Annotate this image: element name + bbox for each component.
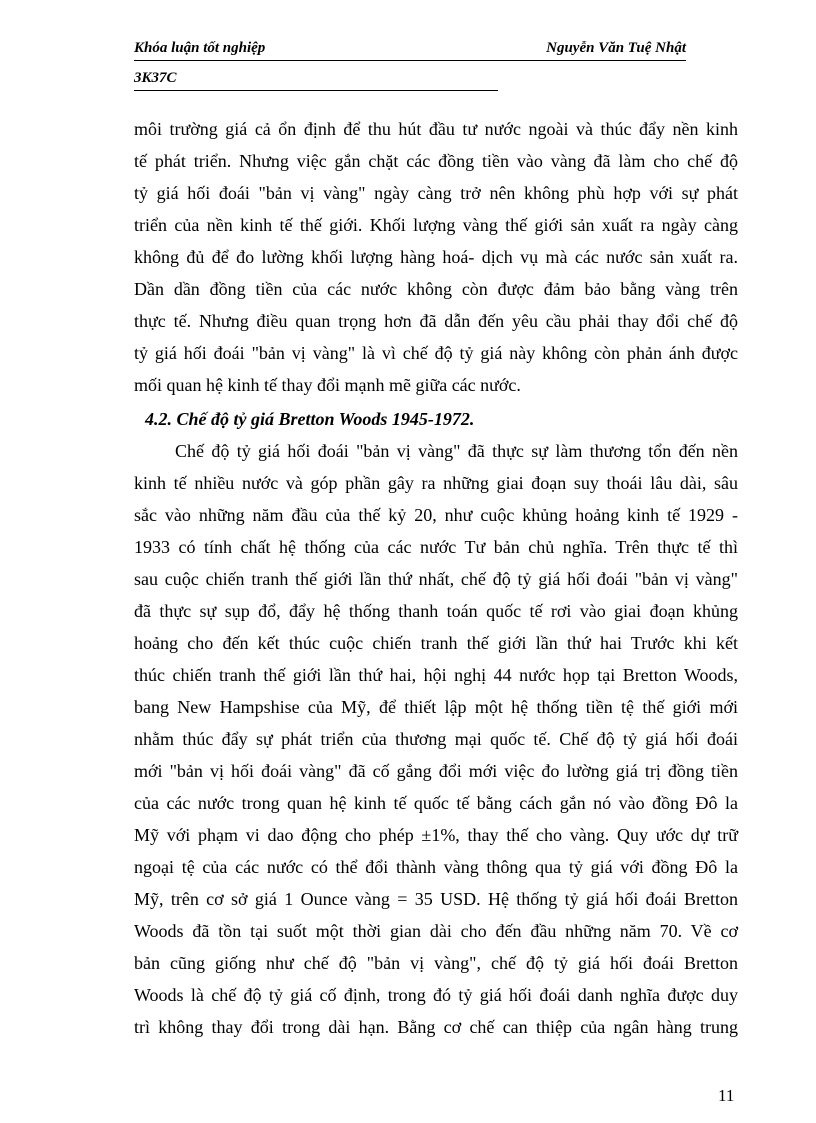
paragraph-line: sắc vào những năm đầu của thế kỷ 20, như cuộc khủng hoảng kinh tế 1929 - (134, 505, 738, 525)
paragraph-line: tỷ giá hối đoái "bản vị vàng" ngày càng trở nên không phù hợp với sự phát (134, 183, 738, 203)
paragraph-line: mối quan hệ kinh tế thay đổi mạnh mẽ giữa các nước. (134, 375, 521, 395)
paragraph-line: tế phát triển. Nhưng việc gắn chặt các đồng tiền vào vàng đã làm cho chế độ (134, 151, 738, 171)
paragraph-line: hoảng cho đến kết thúc cuộc chiến tranh thế giới lần thứ hai Trước khi kết (134, 633, 738, 653)
paragraph-line: môi trường giá cả ổn định để thu hút đầu tư nước ngoài và thúc đẩy nền kinh (134, 119, 738, 139)
paragraph-line: bản cũng giống như chế độ "bản vị vàng", chế độ tỷ giá hối đoái Bretton (134, 953, 738, 973)
paragraph-line: bang New Hampshise của Mỹ, để thiết lập một hệ thống tiền tệ thế giới mới (134, 697, 738, 717)
header-class-code: 3K37C (134, 70, 177, 86)
paragraph-line: Chế độ tỷ giá hối đoái "bản vị vàng" đã thực sự làm thương tổn đến nền (175, 441, 738, 461)
paragraph-line: đã thực sự sụp đổ, đẩy hệ thống thanh toán quốc tế rơi vào giai đoạn khủng (134, 601, 738, 621)
paragraph-line: Woods là chế độ tỷ giá cố định, trong đó tỷ giá hối đoái danh nghĩa được duy (134, 985, 738, 1005)
header-thesis-title: Khóa luận tốt nghiệp (134, 40, 266, 56)
page-number: 11 (718, 1086, 735, 1105)
header-class-row (134, 68, 498, 91)
paragraph-line: tỷ giá hối đoái "bản vị vàng" là vì chế độ tỷ giá này không còn phản ánh được (134, 343, 738, 363)
paragraph-line: mới "bản vị hối đoái vàng" đã cố gắng đổi mới việc đo lường giá trị đồng tiền (134, 761, 738, 781)
page-header (134, 38, 686, 61)
paragraph-line: kinh tế nhiều nước và góp phần gây ra những giai đoạn suy thoái lâu dài, sâu (134, 473, 738, 493)
paragraph-line: Mỹ với phạm vi dao động cho phép ±1%, thay thế cho vàng. Quy ước dự trữ (134, 825, 738, 845)
paragraph-line: Woods đã tồn tại suốt một thời gian dài cho đến đầu những năm 70. Về cơ (134, 921, 738, 941)
paragraph-line: thúc chiến tranh thế giới lần thứ hai, hội nghị 44 nước họp tại Bretton Woods, (134, 665, 738, 685)
section-heading: 4.2. Chế độ tỷ giá Bretton Woods 1945-1972. (145, 409, 475, 429)
paragraph-line: trì không thay đổi trong dài hạn. Bằng cơ chế can thiệp của ngân hàng trung (134, 1017, 738, 1037)
paragraph-line: Mỹ, trên cơ sở giá 1 Ounce vàng = 35 USD. Hệ thống tỷ giá hối đoái Bretton (134, 889, 738, 909)
paragraph-line: Dần dần đồng tiền của các nước không còn được đảm bảo bằng vàng trên (134, 279, 738, 299)
paragraph-line: nhằm thúc đẩy sự phát triển của thương mại quốc tế. Chế độ tỷ giá hối đoái (134, 729, 738, 749)
paragraph-line: của các nước trong quan hệ kinh tế quốc tế bằng cách gắn nó vào đồng Đô la (134, 793, 738, 813)
paragraph-line: không đủ để đo lường khối lượng hàng hoá- dịch vụ mà các nước sản xuất ra. (134, 247, 738, 267)
paragraph-line: thực tế. Nhưng điều quan trọng hơn đã dẫn đến yêu cầu phải thay đổi chế độ (134, 311, 738, 331)
paragraph-line: ngoại tệ của các nước có thể đổi thành vàng thông qua tỷ giá với đồng Đô la (134, 857, 738, 877)
paragraph-line: 1933 có tính chất hệ thống của các nước Tư bản chủ nghĩa. Trên thực tế thì (134, 537, 738, 557)
paragraph-line: triển của nền kinh tế thế giới. Khối lượng vàng thế giới sản xuất ra ngày càng (134, 215, 738, 235)
header-author: Nguyễn Văn Tuệ Nhật (546, 40, 686, 56)
paragraph-line: sau cuộc chiến tranh thế giới lần thứ nhất, chế độ tỷ giá hối đoái "bản vị vàng" (134, 569, 738, 589)
